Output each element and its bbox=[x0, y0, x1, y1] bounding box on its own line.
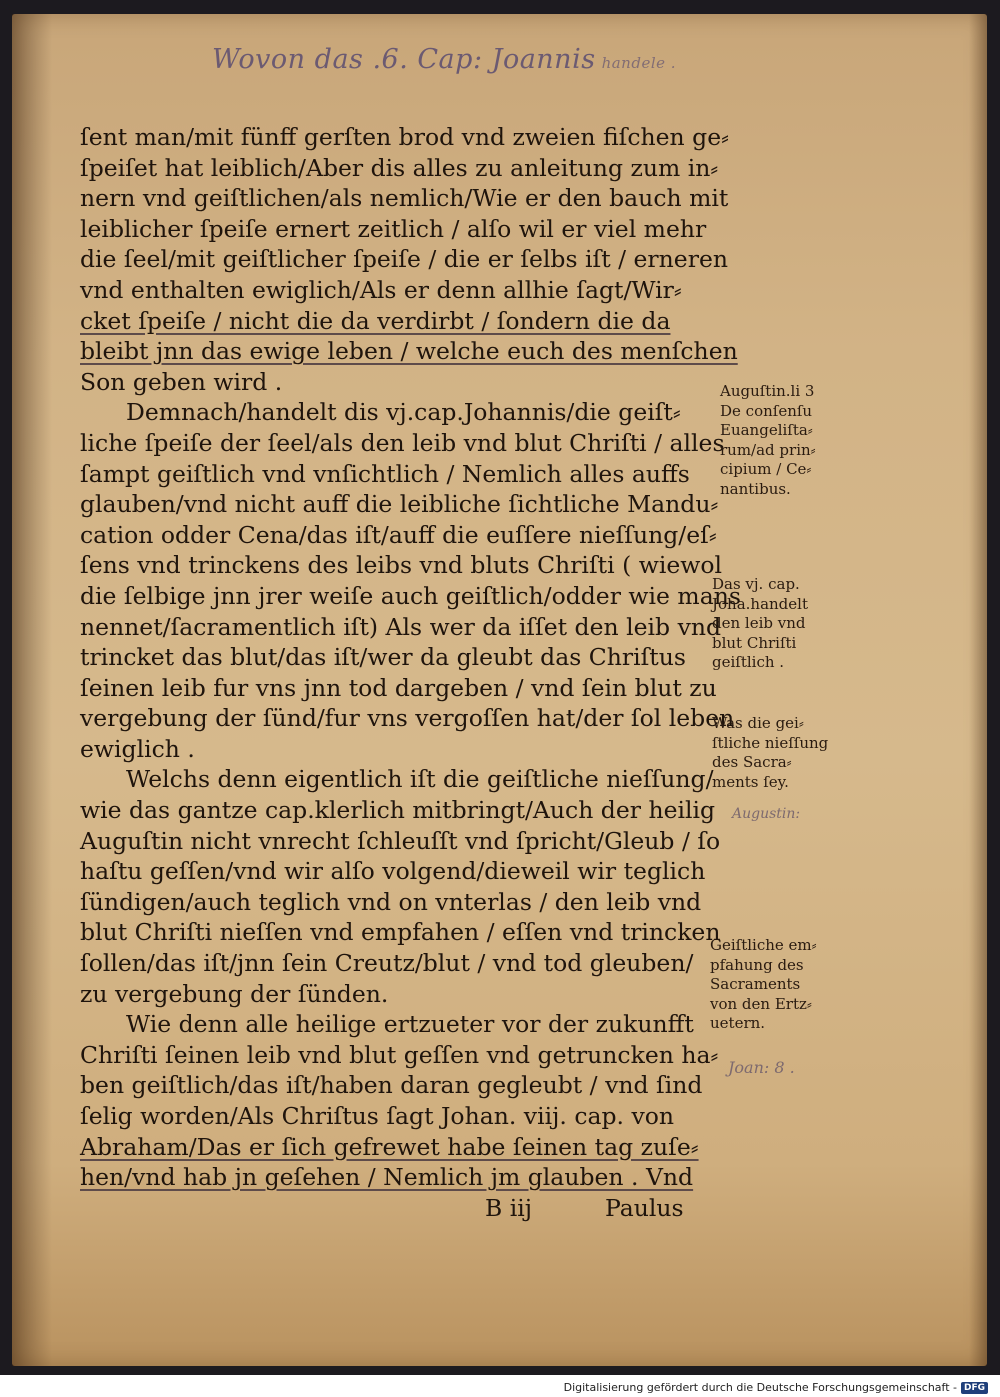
margin-note-line: nantibus. bbox=[720, 479, 791, 498]
margin-note-line: Auguſtin.li 3 bbox=[720, 382, 815, 400]
text-line: trincket das blut/das iſt/wer da gleubt das Chriſtus bbox=[80, 643, 686, 672]
signature-mark: B iij bbox=[485, 1193, 533, 1222]
margin-note-line: Sacraments bbox=[710, 975, 801, 993]
margin-note-line: von den Ertz⸗ bbox=[710, 994, 812, 1013]
dfg-logo: DFG bbox=[961, 1382, 988, 1394]
text-line: cation odder Cena/das iſt/auff die euſſere nieſſung/eſ⸗ bbox=[80, 520, 717, 549]
text-line: ſpeiſet hat leiblich/Aber dis alles zu anleitung zum in⸗ bbox=[80, 153, 719, 182]
margin-note-line: uetern. bbox=[710, 1014, 766, 1032]
text-line: nern vnd geiſtlichen/als nemlich/Wie er den bauch mit bbox=[80, 184, 729, 213]
margin-note-line: Euangeliſta⸗ bbox=[720, 421, 813, 439]
margin-note-line: ſtliche nieſſung bbox=[712, 733, 829, 752]
text-line: die ſeel/mit geiſtlicher ſpeiſe / die er ſelbs iſt / erneren bbox=[80, 245, 728, 274]
margin-note-line: pfahung des bbox=[710, 955, 804, 974]
text-line: Son geben wird . bbox=[80, 367, 283, 396]
margin-note-line: De conſenſu bbox=[720, 401, 813, 420]
text-line: ſündigen/auch teglich vnd on vnterlas / den leib vnd bbox=[80, 887, 702, 916]
text-line-underlined: Abraham/Das er ſich gefrewet habe ſeinen tag zuſe⸗ bbox=[80, 1132, 699, 1161]
text-line: Chriſti ſeinen leib vnd blut geſſen vnd getruncken ha⸗ bbox=[80, 1040, 719, 1069]
digitization-credit bbox=[564, 1381, 988, 1394]
text-line: vnd enthalten ewiglich/Als er denn allhie ſagt/Wir⸗ bbox=[80, 275, 682, 304]
handwritten-title: Wovon das .6. Cap: Joannis bbox=[212, 44, 596, 75]
handwritten-small-note: handele . bbox=[601, 54, 677, 72]
margin-note-patriarchs bbox=[710, 936, 817, 1034]
text-line: ſollen/das iſt/jnn ſein Creutz/blut / vnd tod gleuben/ bbox=[80, 949, 694, 978]
text-line: ben geiſtlich/das iſt/haben daran gegleubt / vnd ſind bbox=[80, 1071, 703, 1100]
footer-text: Digitalisierung gefördert durch die Deutsche Forschungsgemeinschaft - bbox=[563, 1381, 957, 1394]
margin-note-line: Was die gei⸗ bbox=[712, 714, 804, 732]
signature-line bbox=[80, 1193, 730, 1224]
text-line: zu vergebung der ſünden. bbox=[80, 979, 389, 1008]
text-line: ſelig worden/Als Chriſtus ſagt Johan. viij. cap. von bbox=[80, 1102, 675, 1130]
text-line: ewiglich . bbox=[80, 734, 195, 763]
paragraph-start-line: Wie denn alle heilige ertzueter vor der zukunfft bbox=[126, 1010, 694, 1039]
text-line: glauben/vnd nicht auff die leibliche ſichtliche Mandu⸗ bbox=[80, 490, 719, 519]
text-line: blut Chriſti nieſſen vnd empfahen / eſſen vnd trincken bbox=[80, 918, 721, 947]
margin-note-line: des Sacra⸗ bbox=[712, 753, 792, 771]
catchword: Paulus bbox=[605, 1193, 684, 1222]
text-line-underlined: cket ſpeiſe / nicht die da verdirbt / ſondern die da bbox=[80, 306, 671, 335]
margin-note-line: Das vj. cap. bbox=[712, 575, 800, 593]
text-line: die ſelbige jnn jrer weiſe auch geiſtlich/odder wie mans bbox=[80, 581, 741, 610]
margin-note-spiritual-communion bbox=[712, 714, 828, 792]
text-line: nennet/ſacramentlich iſt) Als wer da iſſet den leib vnd bbox=[80, 612, 722, 641]
text-line-underlined: hen/vnd hab jn geſehen / Nemlich jm glauben . Vnd bbox=[80, 1163, 694, 1192]
margin-note-line: cipium / Ce⸗ bbox=[720, 460, 812, 478]
text-line: ſeinen leib fur vns jnn tod dargeben / vnd ſein blut zu bbox=[80, 673, 717, 702]
text-line: vergebung der ſünd/fur vns vergoſſen hat/der ſol leben bbox=[80, 704, 735, 733]
margin-note-line: Joha.handelt bbox=[712, 594, 808, 613]
text-line: ſampt geiſtlich vnd vnſichtlich / Nemlich alles auffs bbox=[80, 459, 690, 488]
margin-note-line: Geiſtliche em⸗ bbox=[710, 936, 817, 954]
handwritten-page-header bbox=[212, 44, 676, 75]
margin-note-line: den leib vnd bbox=[712, 614, 806, 632]
paragraph-start-line: Demnach/handelt dis vj.cap.Johannis/die geiſt⸗ bbox=[126, 398, 681, 427]
text-line: haſtu geſſen/vnd wir alſo volgend/dieweil wir teglich bbox=[80, 857, 706, 886]
text-line: wie das gantze cap.klerlich mitbringt/Auch der heilig bbox=[80, 796, 716, 825]
text-line: ſens vnd trinckens des leibs vnd bluts Chriſti ( wiewol bbox=[80, 551, 723, 580]
handwritten-margin-augustin: Augustin: bbox=[732, 806, 801, 822]
book-page bbox=[12, 14, 987, 1366]
text-line: Auguſtin nicht vnrecht ſchleuſſt vnd ſpricht/Gleub / ſo bbox=[80, 826, 721, 855]
margin-note-line: geiſtlich . bbox=[712, 653, 785, 671]
text-line: liche ſpeiſe der ſeel/als den leib vnd blut Chriſti / alles bbox=[80, 428, 725, 457]
margin-note-chapter-six bbox=[712, 575, 808, 673]
handwritten-margin-joan: Joan: 8 . bbox=[728, 1058, 795, 1077]
text-line-underlined: bleibt jnn das ewige leben / welche euch des menſchen bbox=[80, 337, 738, 366]
margin-note-line: ments ſey. bbox=[712, 772, 789, 791]
text-line: ſent man/mit fünff gerſten brod vnd zweien fiſchen ge⸗ bbox=[80, 123, 729, 151]
margin-note-augustin-reference bbox=[720, 382, 816, 499]
paragraph-start-line: Welchs denn eigentlich iſt die geiſtliche nieſſung/ bbox=[126, 765, 714, 794]
text-line: leiblicher ſpeiſe ernert zeitlich / alſo wil er viel mehr bbox=[80, 214, 707, 243]
margin-note-line: rum/ad prin⸗ bbox=[720, 440, 816, 459]
margin-note-line: blut Chriſti bbox=[712, 633, 797, 652]
